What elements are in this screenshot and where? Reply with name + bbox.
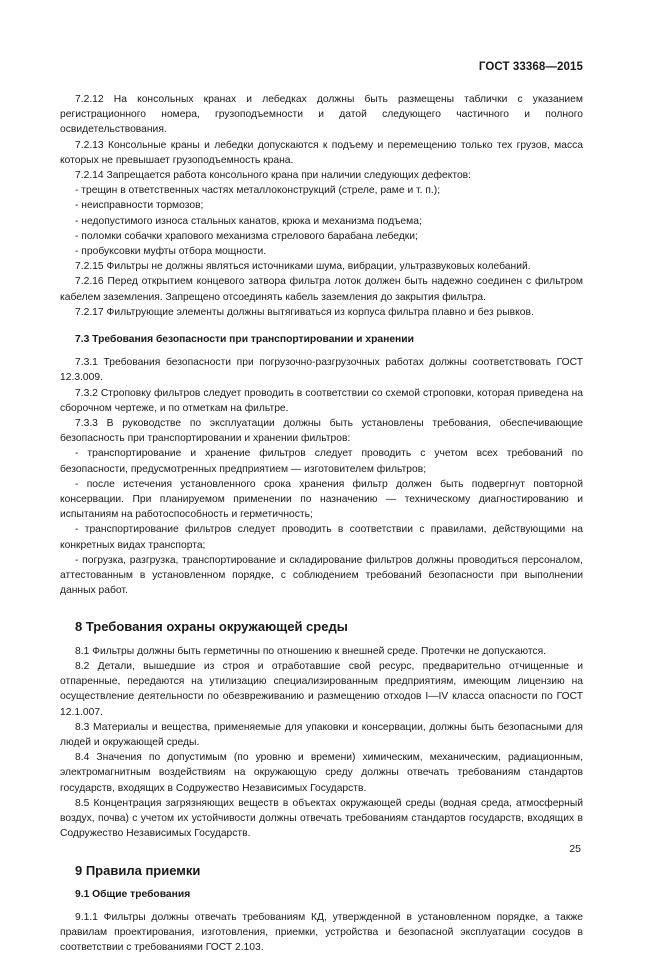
paragraph-7-3-3: 7.3.3 В руководстве по эксплуатации должны быть установлены требования, обеспечивающие безопасность при транспортировании и хранении фильтров: — [60, 418, 583, 445]
page-content — [60, 92, 583, 955]
list-item-defect: - недопустимого износа стальных канатов, крюка и механизма подъема; — [75, 215, 422, 227]
paragraph-7-2-12: 7.2.12 На консольных кранах и лебедках должны быть размещены таблички с указанием регистрационного номера, грузоподъемности и датой следующего частичного и полного освидетельствования. — [60, 94, 583, 136]
list-item-defect: - пробуксовки муфты отбора мощности. — [75, 246, 267, 258]
paragraph-7-2-17: 7.2.17 Фильтрующие элементы должны вытягиваться из корпуса фильтра плавно и без рывков. — [75, 306, 534, 318]
section-heading-8: 8 Требования охраны окружающей среды — [75, 618, 348, 634]
paragraph-8-5: 8.5 Концентрация загрязняющих веществ в объектах окружающей среды (водная среда, атмосферный воздух, почва) с учетом их устойчивости должны отвечать требованиям стандартов государств, входящих в Содружество Независимых Государств. — [60, 797, 583, 840]
paragraph-7-2-15: 7.2.15 Фильтры не должны являться источниками шума, вибрации, ультразвуковых колебаний. — [75, 261, 531, 273]
paragraph-7-3-1: 7.3.1 Требования безопасности при погрузочно-разгрузочных работах должны соответствовать ГОСТ 12.3.009. — [60, 357, 583, 384]
subsection-heading-7-3: 7.3 Требования безопасности при транспортировании и хранении — [75, 334, 414, 346]
section-heading-9: 9 Правила приемки — [75, 863, 201, 879]
subsection-heading-9-1: 9.1 Общие требования — [75, 888, 191, 900]
list-item: - транспортирование и хранение фильтров следует проводить с учетом всех требований по безопасности, предусмотренных предприятием — изготовителем фильтров; — [60, 448, 583, 475]
list-item-defect: - неисправности тормозов; — [75, 200, 204, 212]
paragraph-8-1: 8.1 Фильтры должны быть герметичны по отношению к внешней среде. Протечки не допускаются. — [75, 645, 547, 657]
paragraph-7-2-16: 7.2.16 Перед открытием концевого затвора фильтра лоток должен быть надежно соединен с фильтром кабелем заземления. Запрещено отсоединять кабель заземления до закрытия фильтра. — [60, 276, 583, 303]
list-item-defect: - поломки собачки храпового механизма стрелового барабана лебедки; — [75, 230, 418, 242]
list-item: - погрузка, разгрузка, транспортирование и складирование фильтров должны проводиться персоналом, аттестованным в установленном порядке, с соблюдением требований безопасности при выполнении данных работ. — [60, 554, 583, 597]
paragraph-7-2-14: 7.2.14 Запрещается работа консольного крана при наличии следующих дефектов: — [75, 170, 472, 182]
section-8 — [60, 644, 583, 842]
paragraph-9-1-1: 9.1.1 Фильтры должны отвечать требованиям КД, утвержденной в установленном порядке, а также правилам проектирования, изготовления, приемки, устройства и безопасной эксплуатации сосудов в соответствии с требованиями ГОСТ 2.103. — [60, 911, 583, 954]
paragraph-8-2: 8.2 Детали, вышедшие из строя и отработавшие свой ресурс, предварительно отчищенные и отпаренные, передаются на утилизацию специализированным предприятиям, имеющим лицензию на осуществление деятельности по обезвреживанию и размещению отходов I—IV класса опасности по ГОСТ 12.1.007. — [60, 660, 583, 718]
list-item: - после истечения установленного срока хранения фильтр должен быть подвергнут повторной консервации. При планируемом применении по назначению — техническому диагностированию и испытаниям на работоспособность и герметичность; — [60, 478, 583, 521]
paragraph-7-3-2: 7.3.2 Строповку фильтров следует проводить в соответствии со схемой строповки, которая приведена на сборочном чертеже, и по отметкам на фильтре. — [60, 387, 583, 414]
section-7-3 — [60, 355, 583, 598]
section-7-2-continued — [60, 92, 583, 320]
paragraph-8-3: 8.3 Материалы и вещества, применяемые для упаковки и консервации, должны быть безопасными для людей и окружающей среды. — [60, 721, 583, 748]
paragraph-8-4: 8.4 Значения по допустимым (по уровню и времени) химическим, механическим, радиационным, электромагнитным воздействиям на окружающую среду должны отвечать требованиям стандартов государств, входящих в Содружество Независимых Государств. — [60, 752, 583, 794]
list-item: - транспортирование фильтров следует проводить в соответствии с правилами, действующими на конкретных видах транспорта; — [60, 524, 583, 551]
list-item-defect: - трещин в ответственных частях металлоконструкций (стреле, раме и т. п.); — [75, 185, 441, 197]
document-header: ГОСТ 33368—2015 — [478, 61, 583, 73]
section-9-1 — [60, 910, 583, 955]
page-number: 25 — [569, 843, 581, 855]
paragraph-7-2-13: 7.2.13 Консольные краны и лебедки допускаются к подъему и перемещению только тех грузов, масса которых не превышает грузоподъемность крана. — [60, 139, 583, 166]
